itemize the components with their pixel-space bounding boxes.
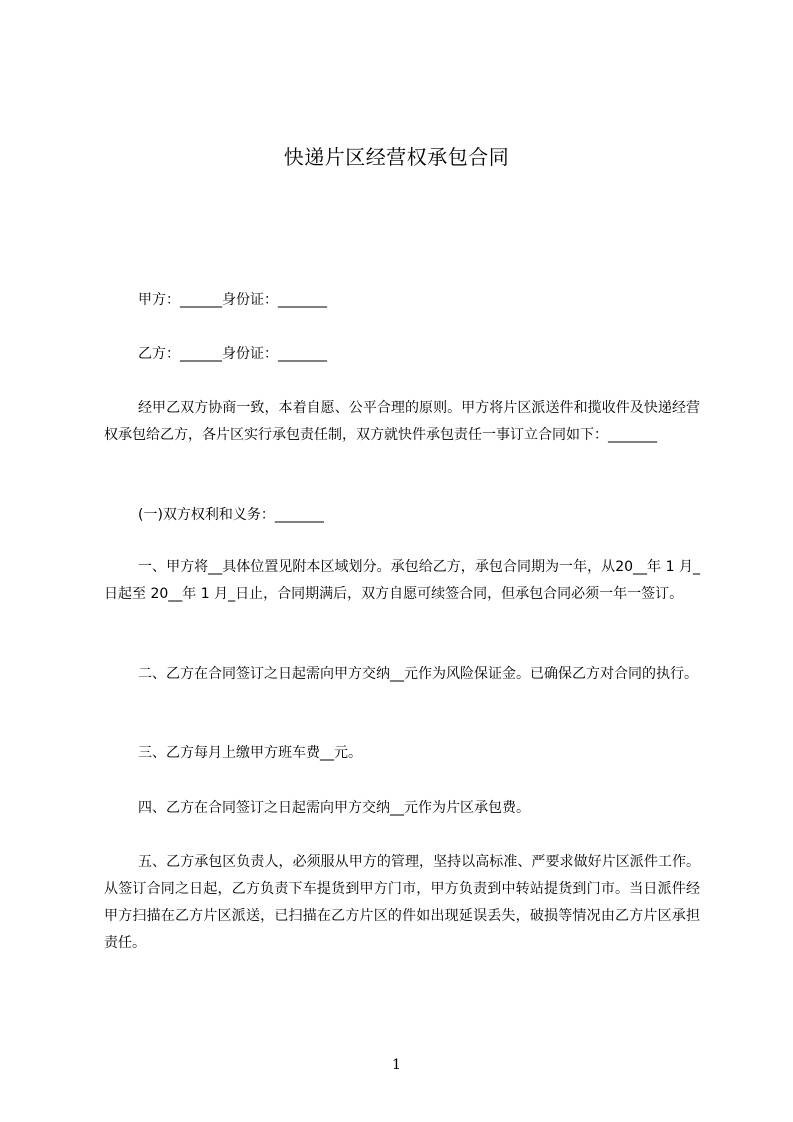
clause-1: 一、甲方将__具体位置见附本区域划分。承包给乙方，承包合同期为一年，从20__年 1 月_日起至 20__年 1 月_日止，合同期满后，双方自愿可续签合同，但承包合同必须一年一签订。 [104, 559, 700, 602]
page-number: 1 [392, 1057, 401, 1073]
section-heading: (一)双方权利和义务：_______ [138, 507, 324, 523]
clause-4: 四、乙方在合同签订之日起需向甲方交纳__元作为片区承包费。 [138, 800, 530, 816]
party-a-line: 甲方：______身份证：_______ [138, 292, 327, 308]
clause-3: 三、乙方每月上缴甲方班车费__元。 [138, 745, 362, 761]
clause-2: 二、乙方在合同签订之日起需向甲方交纳__元作为风险保证金。已确保乙方对合同的执行。 [138, 666, 698, 682]
party-b-line: 乙方：______身份证：_______ [138, 346, 327, 362]
preamble-paragraph: 经甲乙双方协商一致，本着自愿、公平合理的原则。甲方将片区派送件和揽收件及快递经营权承包给乙方，各片区实行承包责任制，双方就快件承包责任一事订立合同如下：_______ [104, 400, 700, 443]
document-title: 快递片区经营权承包合同 [283, 145, 510, 169]
clause-5: 五、乙方承包区负责人，必须服从甲方的管理，坚持以高标准、严要求做好片区派件工作。从签订合同之日起，乙方负责下车提货到甲方门市，甲方负责到中转站提货到门市。当日派件经甲方扫描在乙方片区派送，已扫描在乙方片区的件如出现延误丢失，破损等情况由乙方片区承担责任。 [104, 854, 700, 951]
